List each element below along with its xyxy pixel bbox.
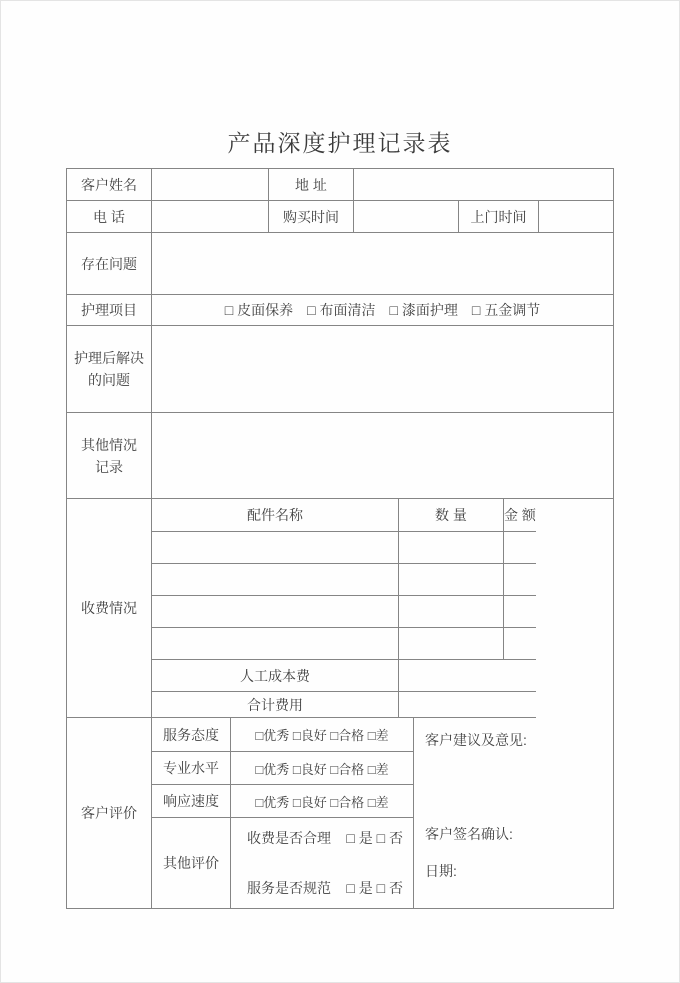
care-option-checkbox[interactable]: □ 五金调节: [471, 302, 541, 318]
part-amount-input[interactable]: [504, 596, 536, 628]
part-qty-input[interactable]: [399, 596, 504, 628]
address-input[interactable]: [354, 169, 613, 201]
labor-cost-row: [152, 660, 536, 692]
charges-grid: [152, 499, 536, 718]
response-speed-label: 响应速度: [152, 785, 231, 818]
section-evaluation: [67, 718, 613, 908]
care-option-checkbox[interactable]: □ 皮面保养: [224, 302, 294, 318]
other-records-label: 其他情况 记录: [67, 413, 152, 499]
solved-problems-label: 护理后解决 的问题: [67, 326, 152, 413]
visit-time-label: 上门时间: [459, 201, 539, 233]
total-cost-input[interactable]: [399, 692, 536, 718]
purchase-time-label: 购买时间: [269, 201, 354, 233]
labor-cost-input[interactable]: [399, 660, 536, 692]
row-solved-problems: [67, 326, 613, 413]
labor-cost-label: 人工成本费: [152, 660, 399, 692]
address-label: 地 址: [269, 169, 354, 201]
part-name-input[interactable]: [152, 532, 399, 564]
phone-input[interactable]: [152, 201, 269, 233]
charges-section-label: 收费情况: [67, 499, 152, 718]
total-cost-row: [152, 692, 536, 718]
eval-row-attitude: [152, 718, 414, 752]
eval-row-response: [152, 785, 414, 818]
parts-row: [152, 628, 536, 660]
customer-name-label: 客户姓名: [67, 169, 152, 201]
part-amount-input[interactable]: [504, 532, 536, 564]
service-standard-line: [231, 878, 413, 898]
charge-reasonable-yesno-checkboxes[interactable]: □ 是 □ 否: [346, 830, 403, 846]
other-eval-label: 其他评价: [152, 818, 231, 908]
row-care-items: [67, 295, 613, 326]
row-phone: [67, 201, 613, 233]
care-options-group[interactable]: [152, 295, 613, 326]
part-amount-input[interactable]: [504, 564, 536, 596]
visit-time-input[interactable]: [539, 201, 613, 233]
evaluation-section-label: 客户评价: [67, 718, 152, 908]
charge-reasonable-label: 收费是否合理: [247, 830, 331, 846]
parts-header-amount: 金 额: [504, 499, 536, 532]
part-name-input[interactable]: [152, 628, 399, 660]
date-label: 日期:: [425, 863, 457, 879]
existing-problems-label: 存在问题: [67, 233, 152, 295]
row-existing-problems: [67, 233, 613, 295]
service-attitude-rating-checkboxes[interactable]: □优秀 □良好 □合格 □差: [231, 718, 414, 752]
part-name-input[interactable]: [152, 564, 399, 596]
section-charges: [67, 499, 613, 718]
other-records-input[interactable]: [152, 413, 613, 499]
suggestions-label: 客户建议及意见:: [425, 732, 527, 748]
part-qty-input[interactable]: [399, 628, 504, 660]
parts-row: [152, 564, 536, 596]
phone-label: 电 话: [67, 201, 152, 233]
evaluation-grid: [152, 718, 414, 908]
parts-header-qty: 数 量: [399, 499, 504, 532]
row-other-records: [67, 413, 613, 499]
customer-name-input[interactable]: [152, 169, 269, 201]
customer-notes-cell: [414, 718, 613, 908]
charge-reasonable-line: [231, 828, 413, 848]
charges-header-row: [152, 499, 536, 532]
parts-row: [152, 596, 536, 628]
service-standard-yesno-checkboxes[interactable]: □ 是 □ 否: [346, 880, 403, 896]
eval-row-other: [152, 818, 414, 908]
parts-header-name: 配件名称: [152, 499, 399, 532]
professional-level-label: 专业水平: [152, 752, 231, 785]
part-qty-input[interactable]: [399, 564, 504, 596]
response-speed-rating-checkboxes[interactable]: □优秀 □良好 □合格 □差: [231, 785, 414, 818]
purchase-time-input[interactable]: [354, 201, 459, 233]
part-qty-input[interactable]: [399, 532, 504, 564]
care-option-checkbox[interactable]: □ 布面清洁: [307, 302, 376, 318]
service-attitude-label: 服务态度: [152, 718, 231, 752]
total-cost-label: 合计费用: [152, 692, 399, 718]
row-customer: [67, 169, 613, 201]
parts-row: [152, 532, 536, 564]
signature-label: 客户签名确认:: [425, 826, 513, 842]
eval-row-professional: [152, 752, 414, 785]
part-name-input[interactable]: [152, 596, 399, 628]
other-eval-items: [231, 818, 414, 908]
existing-problems-input[interactable]: [152, 233, 613, 295]
page-title: 产品深度护理记录表: [227, 130, 453, 156]
form-table: [66, 168, 614, 909]
professional-level-rating-checkboxes[interactable]: □优秀 □良好 □合格 □差: [231, 752, 414, 785]
part-amount-input[interactable]: [504, 628, 536, 660]
service-standard-label: 服务是否规范: [247, 880, 331, 896]
care-option-checkbox[interactable]: □ 漆面护理: [389, 302, 458, 318]
care-items-label: 护理项目: [67, 295, 152, 326]
solved-problems-input[interactable]: [152, 326, 613, 413]
